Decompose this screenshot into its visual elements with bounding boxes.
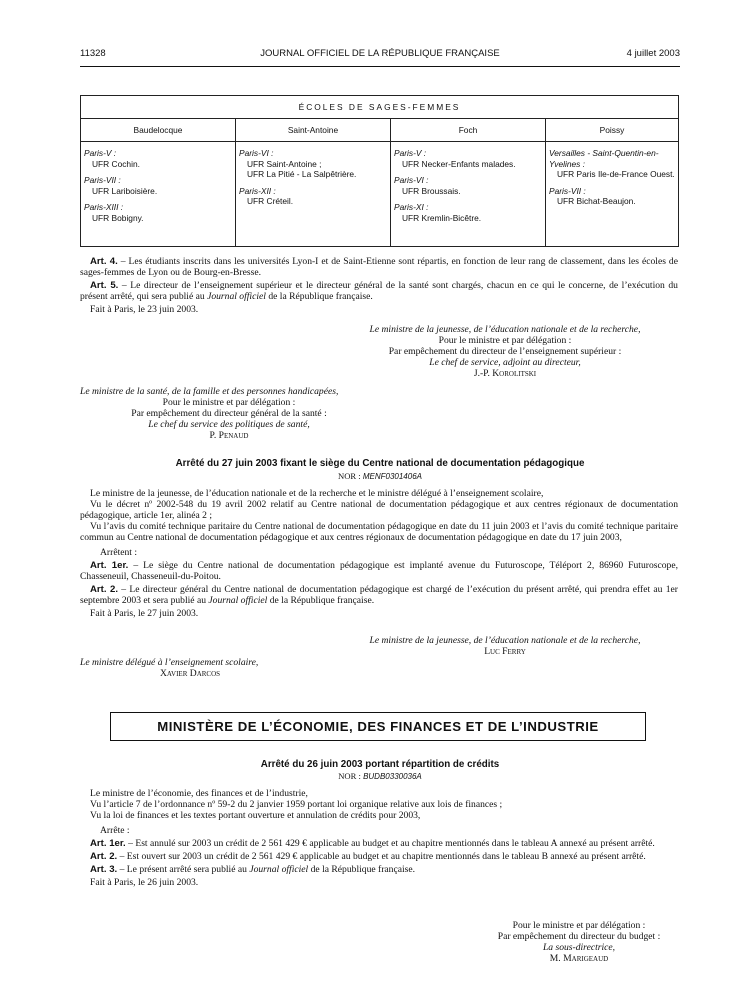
decree2-nor: NOR : MENF0301406A [338, 471, 422, 481]
visa: Vu l’avis du comité technique paritaire du Centre national de documentation pédagogique en date du 11 juin 2003 et l’avis du comité technique paritaire commun au Centre national de documentation pédagogique et aux centres régionaux de documentation pédagogique en date du 17 juin 2003, [80, 521, 678, 543]
article-3: Art. 3. – Le présent arrêté sera publié au Journal officiel de la République française. [90, 864, 416, 875]
university-group [239, 148, 387, 180]
decree1-articles [80, 256, 678, 315]
signature-left: Le ministre de la santé, de la famille et des personnes handicapées, Pour le ministre et par délégation : Par empêchement du directeur général de la santé : Le chef du service des politiques de santé, P. Penaud [80, 386, 378, 441]
column-header: Saint-Antoine [236, 119, 391, 142]
decree2-body [80, 488, 678, 619]
page-header [80, 48, 680, 62]
signatory-name: Luc Ferry [484, 646, 526, 657]
decree3-title: Arrêté du 26 juin 2003 portant répartition de crédits [260, 759, 500, 770]
article-label: Art. 1er. [90, 838, 126, 849]
header-rule [80, 66, 680, 67]
article-2: Art. 2. – Est ouvert sur 2003 un crédit de 2 561 429 € applicable au budget et au chapitre mentionnés dans le tableau B annexé au présent arrêté. [90, 851, 646, 862]
article-4: Art. 4. – Les étudiants inscrits dans les universités Lyon-I et de Saint-Etienne sont répartis, en fonction de leur rang de classement, dans les écoles de sages-femmes de Lyon ou de Bourg-en-Bresse. [80, 256, 678, 278]
done-at: Fait à Paris, le 26 juin 2003. [90, 877, 199, 888]
visa: Vu l’article 7 de l’ordonnance nº 59-2 du 2 janvier 1959 portant loi organique relative aux lois de finances ; [90, 799, 503, 810]
ufr-name: UFR Broussais. [402, 185, 461, 196]
page-number: 11328 [80, 48, 106, 59]
done-at: Fait à Paris, le 23 juin 2003. [90, 304, 199, 315]
decree3-body [80, 788, 678, 888]
university-group [394, 202, 542, 223]
university-group [84, 148, 232, 169]
ufr-name: UFR Créteil. [247, 196, 294, 206]
article-2: Art. 2. – Le directeur général du Centre national de documentation pédagogique est chargé de l’exécution du présent arrêté, qui prendra effet au 1er septembre 2003 et sera publié au Journal officiel de la République française. [80, 584, 678, 606]
done-at: Fait à Paris, le 27 juin 2003. [90, 608, 199, 619]
university-name: Paris-VI : [239, 148, 274, 158]
university-name: Versailles - Saint-Quentin-en-Yvelines : [549, 148, 659, 169]
university-group [394, 148, 542, 169]
decree3-nor: NOR : BUDB0330036A [338, 771, 422, 781]
ufr-name: UFR Kremlin-Bicêtre. [402, 212, 482, 223]
article-label: Art. 5. [90, 280, 119, 291]
article-label: Art. 2. [90, 584, 119, 595]
article-5: Art. 5. – Le directeur de l’enseignement supérieur et le directeur général de la santé sont chargés, chacun en ce qui le concerne, de l’exécution du présent arrêté, qui sera publié au Journal officiel de la République française. [80, 280, 678, 302]
ufr-name: UFR Saint-Antoine ; [247, 158, 322, 169]
decree2-title: Arrêté du 27 juin 2003 fixant le siège du Centre national de documentation pédagogique [175, 458, 585, 469]
signature-right: Le ministre de la jeunesse, de l’éducation nationale et de la recherche, Pour le ministre et par délégation : Par empêchement du directeur de l’enseignement supérieur : Le chef de service, adjoint au directeur, J.-P. Korolitski [330, 324, 680, 379]
university-group [84, 202, 232, 223]
visa: Vu la loi de finances et les textes portant ouverture et annulation de crédits pour 2003, [90, 810, 421, 821]
preamble: Le ministre de l’économie, des finances et de l’industrie, [90, 788, 308, 799]
ufr-name: UFR Bichat-Beaujon. [557, 196, 636, 206]
article-label: Art. 3. [90, 864, 118, 875]
university-name: Paris-XIII : [84, 202, 124, 212]
university-group [394, 175, 542, 196]
signatory-name: Xavier Darcos [159, 668, 221, 679]
university-name: Paris-XII : [239, 185, 276, 196]
preamble: Le ministre de la jeunesse, de l’éducation nationale et de la recherche et le ministre délégué à l’enseignement scolaire, [90, 488, 544, 499]
university-name: Paris-VII : [549, 185, 586, 196]
signature-right: Pour le ministre et par délégation : Par empêchement du directeur du budget : La sous-directrice, M. Marigeaud [460, 920, 698, 964]
nor-code: MENF0301406A [362, 472, 422, 481]
table-cell [81, 142, 236, 247]
table-cell [546, 142, 679, 247]
university-name: Paris-VII : [84, 175, 121, 185]
signatory-name: P. Penaud [209, 430, 249, 441]
visa: Vu le décret nº 2002-548 du 19 avril 2002 relatif au Centre national de documentation pédagogique et aux centres régionaux de documentation pédagogique, article 1er, alinéa 2 ; [80, 499, 678, 521]
nor-code: BUDB0330036A [363, 772, 422, 781]
ufr-name: UFR Cochin. [92, 158, 140, 169]
ufr-name: UFR Paris Ile-de-France Ouest. [557, 169, 675, 179]
ufr-name: UFR La Pitié - La Salpêtrière. [247, 169, 357, 179]
signatory-name: M. Marigeaud [549, 953, 609, 964]
article-label: Art. 1er. [90, 560, 129, 571]
signature-right: Le ministre de la jeunesse, de l’éducation nationale et de la recherche, Luc Ferry [330, 635, 680, 657]
signatory-name: J.-P. Korolitski [473, 368, 537, 379]
article-label: Art. 4. [90, 256, 118, 267]
signature-left: Le ministre délégué à l’enseignement scolaire, Xavier Darcos [80, 657, 300, 679]
university-name: Paris-XI : [394, 202, 429, 212]
column-header: Foch [391, 119, 546, 142]
table-cell [391, 142, 546, 247]
arrete-label: Arrêtent : [100, 547, 138, 558]
university-group [84, 175, 232, 196]
table-cell [236, 142, 391, 247]
midwifery-schools-table [80, 95, 679, 247]
table-title: ÉCOLES DE SAGES-FEMMES [81, 96, 679, 119]
column-header: Poissy [546, 119, 679, 142]
ufr-name: UFR Necker-Enfants malades. [402, 158, 516, 169]
university-group [239, 186, 387, 207]
column-header: Baudelocque [81, 119, 236, 142]
issue-date: 4 juillet 2003 [626, 48, 680, 59]
article-1: Art. 1er. – Est annulé sur 2003 un crédit de 2 561 429 € applicable au budget et au chapitre mentionnés dans le tableau A annexé au présent arrêté. [90, 838, 655, 849]
ufr-name: UFR Lariboisière. [92, 185, 158, 196]
university-name: Paris-V : [84, 148, 117, 158]
article-1: Art. 1er. – Le siège du Centre national de documentation pédagogique est implanté avenue du Futuroscope, Téléport 2, 86960 Futuroscope, Chasseneuil, Chasseneuil-du-Poitou. [80, 560, 678, 582]
university-name: Paris-V : [394, 148, 427, 158]
ufr-name: UFR Bobigny. [92, 212, 144, 223]
university-name: Paris-VI : [394, 175, 429, 185]
article-label: Art. 2. [90, 851, 118, 862]
arrete-label: Arrête : [100, 825, 130, 836]
ministry-heading: MINISTÈRE DE L’ÉCONOMIE, DES FINANCES ET DE L’INDUSTRIE [110, 712, 646, 741]
university-group [549, 186, 675, 207]
journal-title: JOURNAL OFFICIEL DE LA RÉPUBLIQUE FRANÇAISE [260, 48, 500, 59]
university-group [549, 148, 675, 180]
